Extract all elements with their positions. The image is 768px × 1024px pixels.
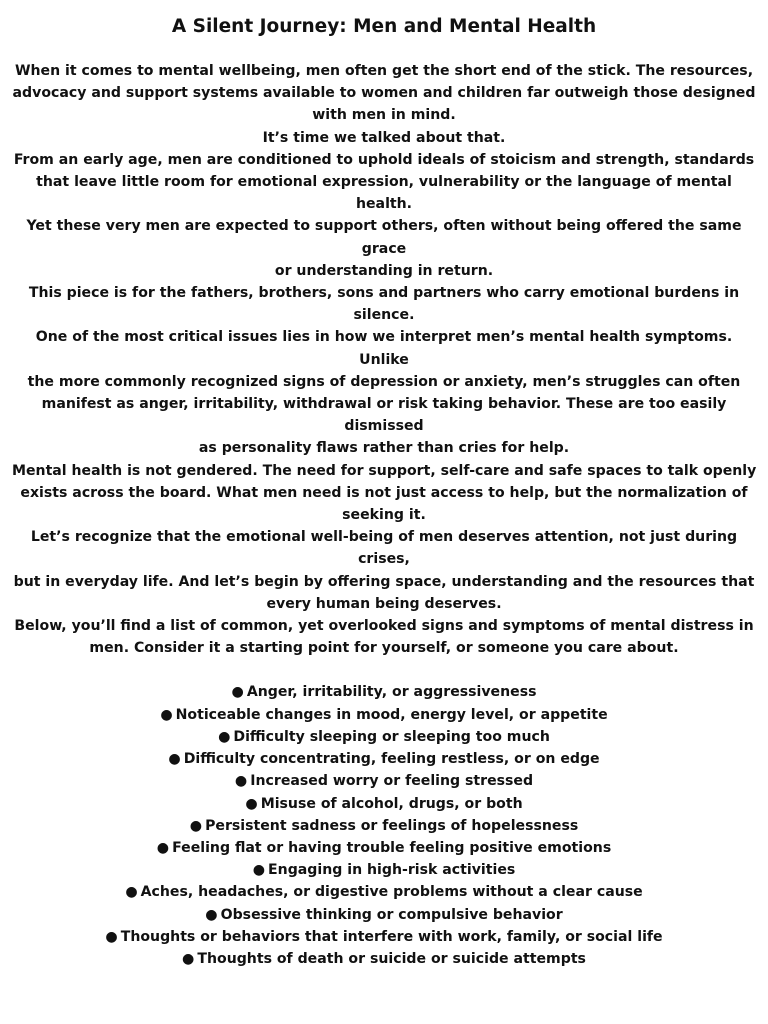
text-line: as personality flaws rather than cries for help. [198, 440, 570, 457]
text-line: Below, you’ll find a list of common, yet overlooked signs and symptoms of mental distress in [14, 618, 754, 635]
list-item [12, 748, 756, 770]
list-item-text: Anger, irritability, or aggressiveness [246, 684, 537, 701]
list-item-text: Thoughts of death or suicide or suicide attempts [197, 950, 586, 967]
text-line: Yet these very men are expected to support others, often without being offered the same [26, 218, 742, 235]
list-item-text: Difficulty concentrating, feeling restless, or on edge [183, 751, 600, 768]
text-line: with men in mind. [312, 107, 456, 124]
bullet-dot-icon: ● [252, 862, 266, 879]
list-item-text: Increased worry or feeling stressed [250, 773, 534, 790]
bullet-dot-icon: ● [189, 817, 203, 834]
list-item [12, 859, 756, 881]
list-item-text: Thoughts or behaviors that interfere with work, family, or social life [120, 928, 663, 945]
bullet-dot-icon: ● [234, 773, 248, 790]
list-item [12, 793, 756, 815]
text-line: advocacy and support systems available to women and children far outweigh those designed [12, 85, 756, 102]
text-line: manifest as anger, irritability, withdrawal or risk taking behavior. These are too easily [41, 396, 727, 413]
list-item [12, 815, 756, 837]
bullet-dot-icon: ● [105, 928, 118, 945]
text-line: but in everyday life. And let’s begin by offering space, understanding and the resources that [13, 573, 755, 590]
bullet-dot-icon: ● [156, 839, 170, 856]
list-item [12, 704, 756, 726]
list-item-text: Aches, headaches, or digestive problems without a clear cause [140, 884, 643, 901]
text-line: silence. [353, 307, 415, 324]
text-line: exists across the board. What men need is not just access to help, but the normalization of [20, 484, 748, 501]
list-item [12, 881, 756, 903]
list-item-text: Engaging in high-risk activities [268, 862, 516, 879]
list-item [12, 726, 756, 748]
bullet-dot-icon: ● [245, 795, 258, 812]
list-item [12, 837, 756, 859]
list-item [12, 770, 756, 792]
text-line: the more commonly recognized signs of depression or anxiety, men’s struggles can often [27, 373, 741, 390]
bullet-dot-icon: ● [168, 751, 181, 768]
bullet-dot-icon: ● [205, 906, 218, 923]
text-line: or understanding in return. [274, 262, 494, 279]
bullet-dot-icon: ● [218, 728, 231, 745]
text-line: seeking it. [342, 507, 426, 524]
bullet-dot-icon: ● [231, 684, 244, 701]
list-item-text: Feeling flat or having trouble feeling positive emotions [172, 839, 612, 856]
text-line: One of the most critical issues lies in how we interpret men’s mental health symptoms. [35, 329, 733, 346]
list-item [12, 681, 756, 703]
text-line: health. [355, 196, 413, 213]
text-line: grace [361, 240, 407, 257]
page-title: A Silent Journey: Men and Mental Health [171, 16, 597, 37]
symptoms-list [12, 681, 756, 970]
text-line: It’s time we talked about that. [262, 129, 506, 146]
text-line: Mental health is not gendered. The need for support, self-care and safe spaces to talk openly [12, 462, 757, 479]
list-item-text: Persistent sadness or feelings of hopelessness [205, 817, 579, 834]
text-line: men. Consider it a starting point for yourself, or someone you care about. [89, 640, 679, 657]
text-line: that leave little room for emotional expression, vulnerability or the language of mental [36, 174, 732, 191]
list-item [12, 904, 756, 926]
list-item-text: Obsessive thinking or compulsive behavior [220, 906, 563, 923]
text-line: Let’s recognize that the emotional well-being of men deserves attention, not just during [30, 529, 738, 546]
article-body [12, 60, 756, 659]
bullet-dot-icon: ● [160, 706, 173, 723]
list-item [12, 926, 756, 948]
bullet-dot-icon: ● [182, 950, 195, 967]
text-line: crises, [358, 551, 410, 568]
list-item-text: Noticeable changes in mood, energy level, or appetite [175, 706, 608, 723]
text-line: every human being deserves. [266, 595, 502, 612]
text-line: This piece is for the fathers, brothers, sons and partners who carry emotional burdens in [28, 285, 740, 302]
list-item [12, 948, 756, 970]
bullet-dot-icon: ● [125, 884, 138, 901]
text-line: From an early age, men are conditioned to uphold ideals of stoicism and strength, standards [13, 151, 755, 168]
text-line: When it comes to mental wellbeing, men often get the short end of the stick. The resources, [14, 63, 754, 79]
list-item-text: Misuse of alcohol, drugs, or both [260, 795, 523, 812]
list-item-text: Difficulty sleeping or sleeping too much [233, 728, 550, 745]
text-line: dismissed [344, 418, 424, 435]
text-line: Unlike [359, 351, 409, 368]
